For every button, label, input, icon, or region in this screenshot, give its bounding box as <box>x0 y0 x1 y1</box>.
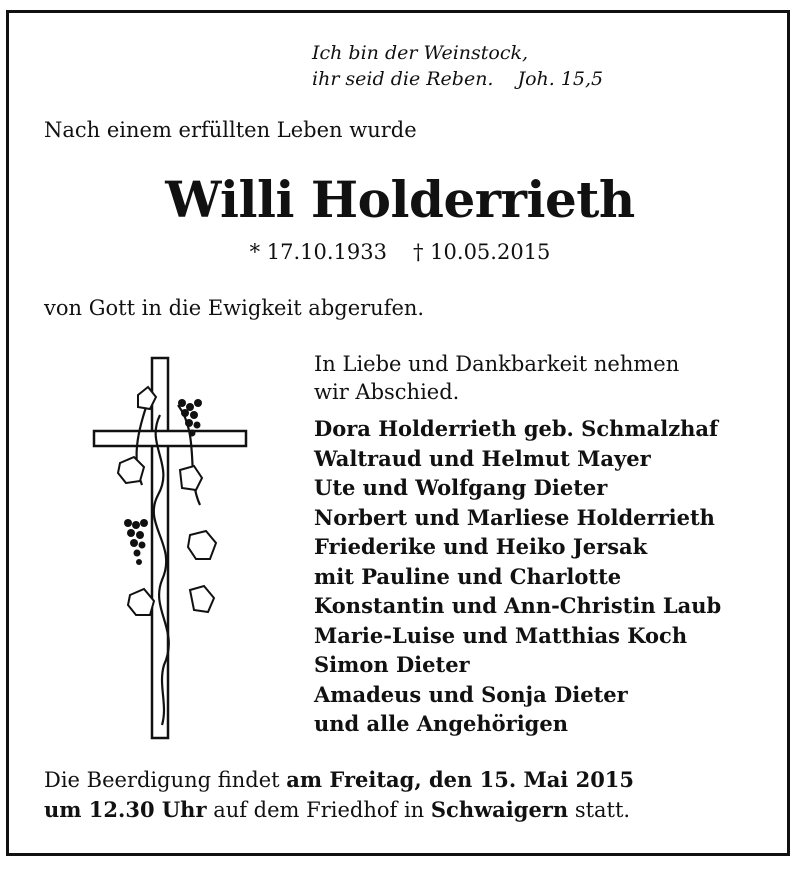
verse-line-2 <box>312 66 603 92</box>
burial-line-1 <box>44 765 634 795</box>
burial-time: um 12.30 Uhr <box>44 797 207 822</box>
birth-date: * 17.10.1933 <box>249 240 387 264</box>
mourner: Norbert und Marliese Holderrieth <box>314 504 715 530</box>
mourner: Konstantin und Ann-Christin Laub <box>314 593 722 618</box>
burial-text-1: Die Beerdigung findet <box>44 768 287 792</box>
verse-line-1: Ich bin der Weinstock, <box>312 42 529 64</box>
burial-line-2 <box>44 795 634 825</box>
intro-text: Nach einem erfüllten Leben wurde <box>44 118 417 142</box>
farewell-line-1: In Liebe und Dankbarkeit nehmen <box>314 352 680 376</box>
mourner: Dora Holderrieth geb. Schmalzhaf <box>314 416 719 441</box>
mourner: und alle Angehörigen <box>314 711 568 736</box>
mourner: mit Pauline und Charlotte <box>314 563 622 589</box>
verse-reference: Joh. 15,5 <box>517 68 604 90</box>
deceased-name: Willi Holderrieth <box>165 170 635 229</box>
burial-place: Schwaigern <box>430 797 569 822</box>
verse-line-2-text: ihr seid die Reben. <box>312 68 494 90</box>
burial-day: am Freitag, den 15. Mai 2015 <box>286 767 635 792</box>
mourners-list <box>314 414 721 739</box>
bible-verse <box>312 40 603 92</box>
burial-notice <box>44 765 634 825</box>
burial-text-3: statt. <box>568 798 631 822</box>
farewell-text <box>314 350 679 406</box>
outro-text: von Gott in die Ewigkeit abgerufen. <box>44 296 425 320</box>
life-dates <box>0 240 800 264</box>
farewell-line-2: wir Abschied. <box>314 380 460 404</box>
mourner: Waltraud und Helmut Mayer <box>314 445 651 471</box>
burial-text-2: auf dem Friedhof in <box>206 798 431 822</box>
mourner: Friederike und Heiko Jersak <box>314 534 648 559</box>
mourner: Amadeus und Sonja Dieter <box>314 681 628 707</box>
cross-with-grapevine-icon <box>90 355 250 745</box>
mourner: Marie-Luise und Matthias Koch <box>314 622 688 648</box>
mourner: Ute und Wolfgang Dieter <box>314 475 608 500</box>
mourner: Simon Dieter <box>314 652 470 677</box>
death-date: † 10.05.2015 <box>413 240 551 264</box>
